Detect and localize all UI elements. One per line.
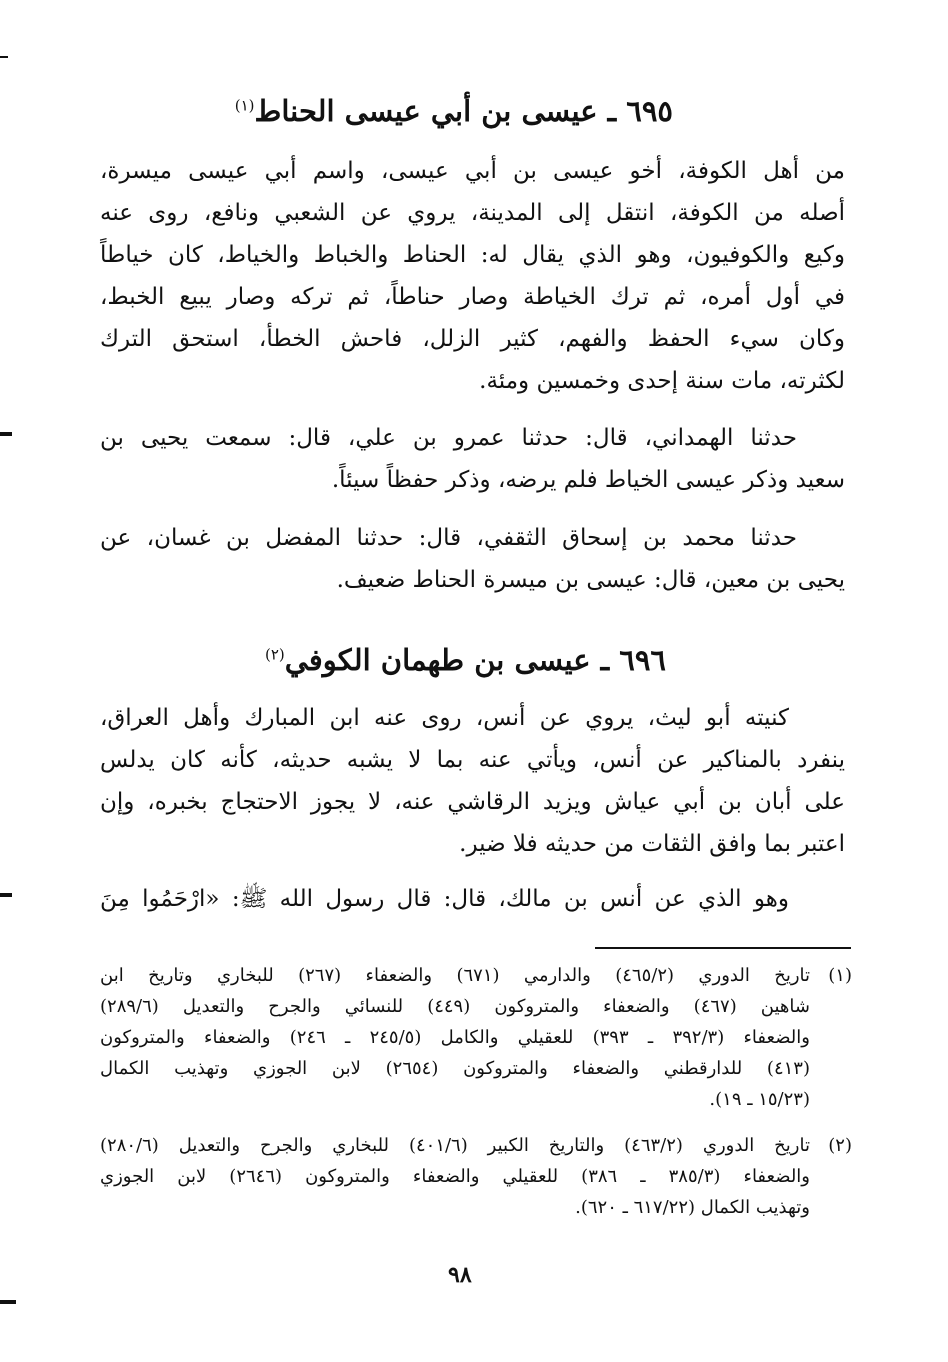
footnote-line: تاريخ الدوري (٤٦٥/٢) والدارمي (٦٧١) والضعفاء (٢٦٧) للبخاري وتاريخ ابن (100, 965, 811, 986)
footnote-body (100, 1130, 810, 1223)
text-line: على أبان بن أبي عياش ويزيد الرقاشي عنه، لا يجوز الاحتجاج بخبره، وإن (100, 789, 845, 815)
text-line: يحيى بن معين، قال: عيسى بن ميسرة الحناط ضعيف. (336, 567, 845, 593)
text-line: اعتبر بما وافق الثقات من حديثه فلا ضير. (459, 831, 845, 857)
page-number: ٩٨ (448, 1262, 472, 1288)
footnote-line: (٤١٣) للدارقطني والضعفاء والمتروكون (٢٦٥٤) لابن الجوزي وتهذيب الكمال (100, 1058, 810, 1079)
footnote (100, 960, 852, 1115)
scan-mark-left-2 (0, 893, 12, 897)
paragraph (100, 150, 845, 402)
entry-heading-text: ٦٩٥ ـ عيسى بن أبي عيسى الحناط (254, 94, 673, 128)
text-line: كنيته أبو ليث، يروي عن أنس، روى عنه ابن المبارك وأهل العراق، (100, 705, 789, 731)
footnote (100, 1130, 852, 1223)
text-line: وكان سيء الحفظ والفهم، كثير الزلل، فاحش الخطأ، استحق الترك (100, 326, 845, 352)
text-line: من أهل الكوفة، أخو عيسى بن أبي عيسى، واسم أبي عيسى ميسرة، (100, 158, 845, 184)
footnote-reference: (١) (234, 96, 255, 115)
paragraph (100, 878, 845, 920)
footnote-reference: (٢) (264, 645, 285, 664)
footnote-line: وتهذيب الكمال (٦١٧/٢٢ ـ ٦٢٠). (575, 1197, 810, 1218)
footnote-separator (595, 947, 851, 949)
text-line: وهو الذي عن أنس بن مالك، قال: قال رسول الله ﷺ: «ارْحَمُوا مِنَ (100, 886, 789, 912)
text-line: سعيد وذكر عيسى الخياط فلم يرضه، وذكر حفظاً سيئاً. (331, 467, 845, 493)
footnote-line: شاهين (٤٦٧) والضعفاء والمتروكون (٤٤٩) للنسائي والجرح والتعديل (٢٨٩/٦) (100, 996, 810, 1017)
paragraph (100, 417, 845, 501)
text-line: في أول أمره، ثم ترك الخياطة وصار حناطاً، ثم تركه وصار يبيع الخبط، (100, 284, 845, 310)
entry-heading-text: ٦٩٦ ـ عيسى بن طهمان الكوفي (284, 643, 666, 677)
footnote-body (100, 960, 810, 1115)
text-line: أصله من الكوفة، انتقل إلى المدينة، يروي عن الشعبي ونافع، روى عنه (100, 200, 845, 226)
scan-mark-top (0, 56, 8, 58)
entry-heading (265, 643, 666, 677)
text-line: حدثنا محمد بن إسحاق الثقفي، قال: حدثنا المفضل بن غسان، عن (100, 525, 797, 551)
footnote-line: تاريخ الدوري (٤٦٣/٢) والتاريخ الكبير (٤٠١/٦) للبخاري والجرح والتعديل (٢٨٠/٦) (100, 1135, 810, 1156)
text-line: وكيع والكوفيون، وهو الذي يقال له: الحناط والخباط والخياط، كان خياطاً (100, 242, 845, 268)
footnote-line: والضعفاء (٣٨٥/٣ ـ ٣٨٦) للعقيلي والضعفاء والمتروكون (٢٦٤٦) لابن الجوزي (100, 1166, 811, 1187)
footnote-number: (١) (828, 965, 852, 986)
entry-heading (235, 94, 673, 128)
text-line: لكثرته، مات سنة إحدى وخمسين ومئة. (479, 368, 845, 394)
footnote-number: (٢) (828, 1135, 852, 1156)
footnote-line: (١٥/٢٣ ـ ١٩). (709, 1089, 810, 1110)
text-line: ينفرد بالمناكير عن أنس، ويأتي عنه بما لا يشبه حديثه، كأنه كان يدلس (100, 747, 845, 773)
paragraph (100, 517, 845, 601)
paragraph (100, 697, 845, 865)
scan-mark-left-3 (0, 1300, 16, 1304)
scan-mark-left-1 (0, 432, 12, 436)
text-line: حدثنا الهمداني، قال: حدثنا عمرو بن علي، قال: سمعت يحيى بن (100, 425, 797, 451)
footnote-line: والضعفاء (٣٩٢/٣ ـ ٣٩٣) للعقيلي والكامل (٢٤٥/٥ ـ ٢٤٦) والضعفاء والمتروكون (100, 1027, 810, 1048)
